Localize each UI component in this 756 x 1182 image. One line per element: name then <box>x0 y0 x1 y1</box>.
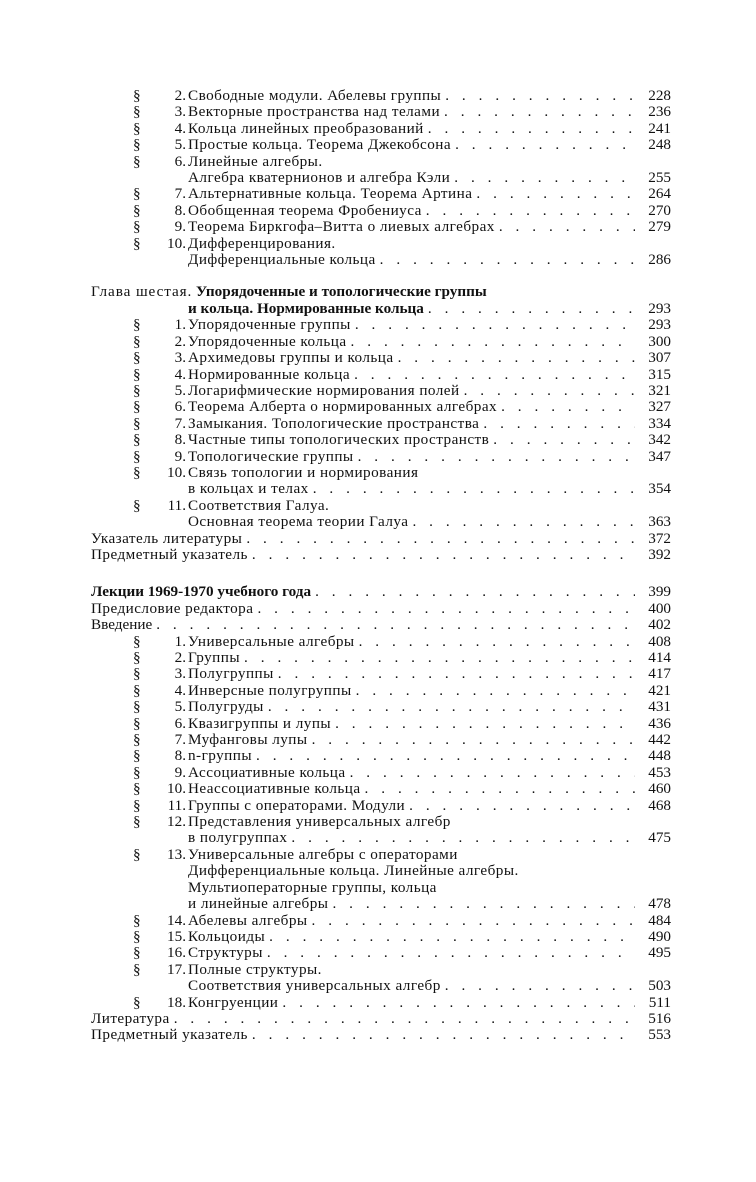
toc-entry <box>91 88 671 104</box>
page-number: 421 <box>648 681 671 699</box>
toc-entry <box>91 781 671 797</box>
intro-title: Введение <box>91 616 153 634</box>
section-symbol: § <box>133 731 141 749</box>
page-number: 414 <box>648 649 671 666</box>
section-symbol: § <box>133 218 141 236</box>
spacer <box>91 563 671 584</box>
section-symbol: § <box>133 316 141 334</box>
section-number: 7. <box>174 414 186 432</box>
toc-entry <box>91 334 671 350</box>
section-title: Упорядоченные группы <box>188 316 351 334</box>
page-number: 228 <box>648 87 671 104</box>
section-title: Структуры <box>188 944 263 962</box>
section-symbol: § <box>133 234 141 252</box>
section-symbol: § <box>133 185 141 203</box>
leader-dots <box>278 666 635 682</box>
toc-entry <box>91 416 671 432</box>
section-number: 8. <box>174 201 186 219</box>
page-number: 503 <box>648 977 671 995</box>
section-title: Линейные алгебры. <box>188 152 323 170</box>
toc-entry-13 <box>91 847 671 863</box>
section-number: 3. <box>174 103 186 121</box>
page-number: 334 <box>648 414 671 432</box>
toc-entry-13-cont <box>91 896 671 912</box>
section-title: Инверсные полугруппы <box>188 681 352 699</box>
toc-entry-cont <box>91 830 671 846</box>
toc-entry <box>91 765 671 781</box>
toc-entry <box>91 432 671 448</box>
chapter-6-heading <box>91 284 671 300</box>
section-symbol: § <box>133 714 141 732</box>
leader-dots <box>268 699 635 715</box>
chapter-6-lead: Глава шестая. <box>91 283 193 301</box>
chapter-5-sections <box>91 88 671 268</box>
leader-dots <box>315 584 635 600</box>
section-symbol: § <box>133 927 141 945</box>
section-number: 10. <box>167 463 186 481</box>
toc-entry-cont <box>91 252 671 268</box>
toc-entry <box>91 219 671 235</box>
leader-dots <box>365 781 635 797</box>
leader-dots <box>444 104 635 120</box>
page-number: 286 <box>648 251 671 269</box>
intro-entry <box>91 617 671 633</box>
section-title: Связь топологии и нормирования <box>188 463 419 481</box>
lectures-heading <box>91 584 671 600</box>
section-number: 17. <box>167 960 186 978</box>
leader-dots <box>174 1011 635 1027</box>
section-symbol: § <box>133 136 141 154</box>
page-number: 392 <box>648 545 671 563</box>
section-number: 6. <box>174 152 186 170</box>
section-symbol: § <box>133 414 141 432</box>
page-number: 448 <box>648 747 671 765</box>
back-entry <box>91 1027 671 1043</box>
section-number: 10. <box>167 780 186 798</box>
chapter-6-title-line2: и кольца. Нормированные кольца <box>188 299 424 317</box>
section-title: Простые кольца. Теорема Джекобсона <box>188 136 452 154</box>
section-number: 7. <box>174 185 186 203</box>
section-title: Кольцоиды <box>188 927 266 945</box>
toc-entry <box>91 634 671 650</box>
page-number: 347 <box>648 447 671 465</box>
toc-entry <box>91 929 671 945</box>
section-number: 18. <box>167 993 186 1011</box>
section-symbol: § <box>133 960 141 978</box>
section-title: Обобщенная теорема Фробениуса <box>188 201 422 219</box>
toc-entry <box>91 236 671 252</box>
entry-title: Литература <box>91 1009 170 1027</box>
page-number: 431 <box>648 698 671 716</box>
back-matter-2 <box>91 1011 671 1044</box>
chapter-6-heading-cont <box>91 301 671 317</box>
section-number: 9. <box>174 447 186 465</box>
section-title: Соответствия Галуа. <box>188 496 330 514</box>
page-number: 417 <box>648 665 671 683</box>
section-symbol: § <box>133 698 141 716</box>
page-number: 495 <box>648 944 671 962</box>
page-number: 342 <box>648 431 671 449</box>
section-symbol: § <box>133 796 141 814</box>
toc-entry <box>91 317 671 333</box>
leader-dots <box>358 449 635 465</box>
leader-dots <box>257 601 635 617</box>
section-symbol: § <box>133 152 141 170</box>
section-symbol: § <box>133 911 141 929</box>
page-number: 468 <box>648 796 671 814</box>
page-number: 460 <box>648 780 671 798</box>
leader-dots <box>269 929 635 945</box>
section-symbol: § <box>133 381 141 399</box>
section-number: 3. <box>174 349 186 367</box>
section-number: 2. <box>174 87 186 104</box>
page-number: 264 <box>648 185 671 203</box>
page-number: 327 <box>648 398 671 416</box>
toc-entry <box>91 666 671 682</box>
leader-dots <box>380 252 635 268</box>
section-title: Замыкания. Топологические пространства <box>188 414 480 432</box>
section-symbol: § <box>133 763 141 781</box>
leader-dots <box>291 830 635 846</box>
leader-dots <box>445 88 635 104</box>
leader-dots <box>454 170 635 186</box>
page-number: 478 <box>648 895 671 913</box>
toc-entry <box>91 716 671 732</box>
section-number: 8. <box>174 431 186 449</box>
page-number: 321 <box>648 381 671 399</box>
section-title: Кольца линейных преобразований <box>188 119 424 137</box>
section-symbol: § <box>133 463 141 481</box>
toc-entry-cont <box>91 514 671 530</box>
leader-dots <box>335 716 635 732</box>
toc-entry <box>91 367 671 383</box>
section-title: Упорядоченные кольца <box>188 332 347 350</box>
section-number: 7. <box>174 731 186 749</box>
section-title-cont: в кольцах и телах <box>188 480 309 498</box>
section-title: Ассоциативные кольца <box>188 763 346 781</box>
toc-entry-cont <box>91 170 671 186</box>
page-number: 315 <box>648 365 671 383</box>
section-number: 12. <box>167 813 186 831</box>
page-number: 553 <box>648 1026 671 1044</box>
page-number: 484 <box>648 911 671 929</box>
toc-entry <box>91 350 671 366</box>
section-title: Универсальные алгебры <box>188 632 355 650</box>
entry-title: Указатель литературы <box>91 529 243 547</box>
leader-dots <box>256 748 635 764</box>
leader-dots <box>332 896 635 912</box>
leader-dots <box>354 367 635 383</box>
toc-entry <box>91 798 671 814</box>
toc-entry <box>91 732 671 748</box>
section-title: Топологические группы <box>188 447 354 465</box>
section-number: 5. <box>174 381 186 399</box>
toc-entry <box>91 962 671 978</box>
toc-entry <box>91 449 671 465</box>
section-title: Дифференцирования. <box>188 234 336 252</box>
section-symbol: § <box>133 747 141 765</box>
toc-entry <box>91 383 671 399</box>
page-number: 248 <box>648 136 671 154</box>
toc-entry-cont <box>91 978 671 994</box>
section-symbol: § <box>133 431 141 449</box>
leader-dots <box>493 432 635 448</box>
preface-entry <box>91 601 671 617</box>
leader-dots <box>445 978 635 994</box>
section-title: Векторные пространства над телами <box>188 103 441 121</box>
section-title: Полугруды <box>188 698 264 716</box>
section-title-cont: Основная теорема теории Галуа <box>188 513 409 531</box>
section-symbol: § <box>133 632 141 650</box>
page-number: 293 <box>648 316 671 334</box>
toc-entry <box>91 186 671 202</box>
section-title: Альтернативные кольца. Теорема Артина <box>188 185 473 203</box>
leader-dots <box>464 383 635 399</box>
back-entry <box>91 531 671 547</box>
leader-dots <box>398 350 635 366</box>
section-title-cont: Дифференциальные кольца. Линейные алгебры. <box>188 862 519 880</box>
section-number: 14. <box>167 911 186 929</box>
section-number: 4. <box>174 681 186 699</box>
entry-title: Предметный указатель <box>91 545 248 563</box>
back-entry <box>91 547 671 563</box>
section-number: 16. <box>167 944 186 962</box>
toc-entry <box>91 104 671 120</box>
section-title: Группы с операторами. Модули <box>188 796 406 814</box>
back-matter-1 <box>91 531 671 564</box>
toc-entry <box>91 748 671 764</box>
lecture-sections <box>91 634 671 847</box>
section-title: n-группы <box>188 747 252 765</box>
section-title-cont: Мультиоператорные группы, кольца <box>188 878 437 896</box>
section-number: 3. <box>174 665 186 683</box>
section-symbol: § <box>133 845 141 863</box>
section-symbol: § <box>133 993 141 1011</box>
page-number: 270 <box>648 201 671 219</box>
leader-dots <box>501 399 635 415</box>
section-title: Частные типы топологических пространств <box>188 431 490 449</box>
section-number: 5. <box>174 698 186 716</box>
page-number: 453 <box>648 763 671 781</box>
section-number: 1. <box>174 316 186 334</box>
toc-entry <box>91 203 671 219</box>
page-number: 307 <box>648 349 671 367</box>
section-number: 5. <box>174 136 186 154</box>
toc-entry-cont <box>91 481 671 497</box>
section-symbol: § <box>133 349 141 367</box>
page-number: 402 <box>648 616 671 634</box>
chapter-6-title-line1: Упорядоченные и топологические группы <box>196 283 487 301</box>
page-number: 255 <box>648 169 671 187</box>
section-symbol: § <box>133 780 141 798</box>
leader-dots <box>499 219 635 235</box>
page-number: 408 <box>648 632 671 650</box>
toc-entry <box>91 683 671 699</box>
page-number: 511 <box>648 993 671 1011</box>
section-number: 4. <box>174 119 186 137</box>
leader-dots <box>312 732 635 748</box>
page-number: 372 <box>648 529 671 547</box>
section-number: 1. <box>174 632 186 650</box>
toc-entry <box>91 399 671 415</box>
page-number: 300 <box>648 332 671 350</box>
section-title: Группы <box>188 649 241 666</box>
toc-entry <box>91 121 671 137</box>
section-title: Полугруппы <box>188 665 274 683</box>
section-symbol: § <box>133 447 141 465</box>
section-title: Нормированные кольца <box>188 365 351 383</box>
toc-entry <box>91 995 671 1011</box>
leader-dots <box>476 186 635 202</box>
toc-entry <box>91 945 671 961</box>
toc-entry <box>91 913 671 929</box>
section-symbol: § <box>133 201 141 219</box>
leader-dots <box>313 481 635 497</box>
leader-dots <box>156 617 635 633</box>
page-number: 354 <box>648 480 671 498</box>
leader-dots <box>428 121 635 137</box>
entry-title: Предметный указатель <box>91 1026 248 1044</box>
section-title: Архимедовы группы и кольца <box>188 349 394 367</box>
toc-entry-13-cont <box>91 880 671 896</box>
leader-dots <box>426 203 635 219</box>
toc-entry <box>91 699 671 715</box>
leader-dots <box>483 416 635 432</box>
section-number: 8. <box>174 747 186 765</box>
toc-entry <box>91 498 671 514</box>
section-title-cont: в полугруппах <box>188 829 288 847</box>
spacer <box>91 268 671 284</box>
leader-dots <box>455 137 635 153</box>
section-title-cont: Соответствия универсальных алгебр <box>188 977 441 995</box>
section-number: 15. <box>167 927 186 945</box>
section-symbol: § <box>133 332 141 350</box>
section-symbol: § <box>133 681 141 699</box>
section-title: Универсальные алгебры с операторами <box>188 845 458 863</box>
section-title: Представления универсальных алгебр <box>188 813 451 831</box>
section-title: Квазигруппы и лупы <box>188 714 332 732</box>
section-symbol: § <box>133 87 141 104</box>
leader-dots <box>312 913 635 929</box>
section-title: Полные структуры. <box>188 960 322 978</box>
lectures-title: Лекции 1969-1970 учебного года <box>91 583 312 601</box>
section-number: 2. <box>174 332 186 350</box>
page-number: 490 <box>648 927 671 945</box>
toc-entry-13-cont <box>91 863 671 879</box>
page-number: 293 <box>648 299 671 317</box>
section-symbol: § <box>133 119 141 137</box>
section-title: Теорема Биркгофа–Витта о лиевых алгебрах <box>188 218 495 236</box>
section-symbol: § <box>133 813 141 831</box>
section-symbol: § <box>133 365 141 383</box>
page-number: 363 <box>648 513 671 531</box>
page-number: 475 <box>648 829 671 847</box>
section-title: Логарифмические нормирования полей <box>188 381 460 399</box>
section-number: 6. <box>174 398 186 416</box>
page-number: 436 <box>648 714 671 732</box>
page-number: 516 <box>648 1009 671 1027</box>
chapter-6-sections <box>91 317 671 530</box>
section-number: 9. <box>174 218 186 236</box>
leader-dots <box>252 547 635 563</box>
page-number: 279 <box>648 218 671 236</box>
leader-dots <box>267 945 635 961</box>
lecture-sections-2 <box>91 913 671 1011</box>
section-number: 11. <box>167 796 186 814</box>
section-number: 4. <box>174 365 186 383</box>
toc-entry <box>91 465 671 481</box>
section-title: Неассоциативные кольца <box>188 780 361 798</box>
page-number: 400 <box>648 599 671 617</box>
section-number: 6. <box>174 714 186 732</box>
section-symbol: § <box>133 944 141 962</box>
page-number: 236 <box>648 103 671 121</box>
toc-entry <box>91 650 671 666</box>
table-of-contents <box>91 88 671 1044</box>
section-number: 9. <box>174 763 186 781</box>
leader-dots <box>252 1027 635 1043</box>
leader-dots <box>428 301 635 317</box>
section-title-cont: и линейные алгебры <box>188 895 329 913</box>
section-symbol: § <box>133 496 141 514</box>
section-title: Конгруенции <box>188 993 279 1011</box>
leader-dots <box>355 317 635 333</box>
section-symbol: § <box>133 649 141 666</box>
section-title-cont: Алгебра кватернионов и алгебра Кэли <box>188 169 451 187</box>
leader-dots <box>409 798 635 814</box>
section-symbol: § <box>133 398 141 416</box>
page-number: 399 <box>648 583 671 601</box>
section-symbol: § <box>133 103 141 121</box>
toc-entry <box>91 137 671 153</box>
section-number: 13. <box>167 845 186 863</box>
leader-dots <box>282 995 635 1011</box>
preface-title: Предисловие редактора <box>91 599 254 617</box>
toc-entry <box>91 154 671 170</box>
section-title-cont: Дифференциальные кольца <box>188 251 376 269</box>
leader-dots <box>359 634 635 650</box>
page-number: 241 <box>648 119 671 137</box>
section-title: Муфанговы лупы <box>188 731 308 749</box>
section-number: 2. <box>174 649 186 666</box>
section-title: Абелевы алгебры <box>188 911 308 929</box>
page-number: 442 <box>648 731 671 749</box>
section-symbol: § <box>133 665 141 683</box>
leader-dots <box>412 514 635 530</box>
section-number: 10. <box>167 234 186 252</box>
leader-dots <box>356 683 635 699</box>
leader-dots <box>246 531 635 547</box>
section-number: 11. <box>167 496 186 514</box>
section-title: Теорема Алберта о нормированных алгебрах <box>188 398 498 416</box>
leader-dots <box>351 334 635 350</box>
toc-entry <box>91 814 671 830</box>
leader-dots <box>350 765 635 781</box>
leader-dots <box>244 650 635 666</box>
back-entry <box>91 1011 671 1027</box>
section-title: Свободные модули. Абелевы группы <box>188 87 442 104</box>
